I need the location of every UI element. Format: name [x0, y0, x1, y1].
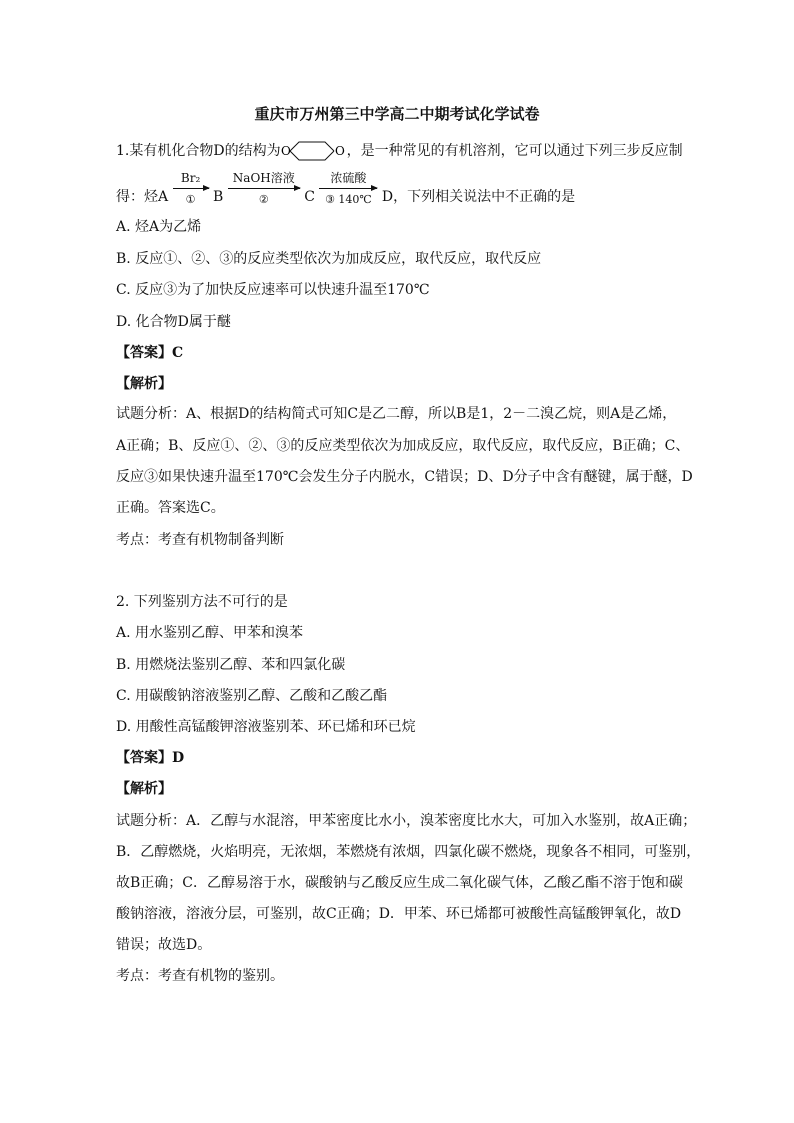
q2-stem: 2. 下列鉴别方法不可行的是	[116, 594, 288, 610]
q1-analysis-line-3: 反应③如果快速升温至170℃会发生分子内脱水，C错误；D、D分子中含有醚键，属于醚，D	[116, 469, 693, 485]
q1-option-a: A. 烃A为乙烯	[116, 219, 202, 235]
q2-option-c: C. 用碳酸钠溶液鉴别乙醇、乙酸和乙酸乙酯	[116, 688, 388, 704]
q1-reaction-scheme	[116, 172, 575, 206]
q1-analysis-line-1: 试题分析：A、根据D的结构简式可知C是乙二醇，所以B是1，2－二溴乙烷，则A是乙烯，	[116, 406, 677, 422]
arrow-2-reagent: NaOH溶液	[232, 171, 295, 185]
q1-analysis-line-2: A正确；B、反应①、②、③的反应类型依次为加成反应，取代反应，取代反应，B正确；C、	[116, 438, 690, 454]
q2-answer: 【答案】D	[116, 750, 185, 766]
q2-analysis-line-1: 试题分析：A．乙醇与水混溶，甲苯密度比水小，溴苯密度比水大，可加入水鉴别，故A正确；	[116, 813, 697, 829]
q1-analysis-heading: 【解析】	[116, 376, 172, 392]
arrow-3-reagent: 浓硫酸	[330, 171, 367, 185]
ring-atom-right: O	[334, 144, 345, 158]
q2-analysis-heading: 【解析】	[116, 781, 172, 797]
q2-option-b: B. 用燃烧法鉴别乙醇、苯和四氯化碳	[116, 657, 346, 673]
q1-option-d: D. 化合物D属于醚	[116, 314, 231, 330]
q1-stem-start: 1.某有机化合物D的结构为	[116, 143, 281, 159]
reaction-arrow-2	[228, 172, 300, 206]
ring-atom-left: O	[280, 144, 291, 158]
q1-answer: 【答案】C	[116, 345, 184, 361]
q2-option-d: D. 用酸性高锰酸钾溶液鉴别苯、环已烯和环已烷	[116, 719, 416, 735]
q2-analysis-line-2: B．乙醇燃烧，火焰明亮，无浓烟，苯燃烧有浓烟，四氯化碳不燃烧，现象各不相同，可鉴别，	[116, 844, 701, 860]
q1-stem	[116, 140, 683, 162]
q1-option-b: B. 反应①、②、③的反应类型依次为加成反应，取代反应，取代反应	[116, 251, 542, 267]
scheme-lead: 得：烃A	[116, 189, 169, 205]
arrow-2-step: ②	[258, 193, 269, 206]
q1-kaodian: 考点：考查有机物制备判断	[116, 532, 284, 548]
dioxane-structure-icon	[281, 140, 347, 162]
q2-kaodian: 考点：考查有机物的鉴别。	[116, 968, 284, 984]
q2-analysis-line-3: 故B正确；C．乙醇易溶于水，碳酸钠与乙酸反应生成二氧化碳气体，乙酸乙酯不溶于饱和碳	[116, 875, 683, 891]
reaction-arrow-3	[319, 172, 377, 206]
scheme-b: B	[213, 189, 224, 205]
q1-stem-end: ，是一种常见的有机溶剂，它可以通过下列三步反应制	[346, 143, 683, 159]
arrow-1-reagent: Br₂	[180, 171, 201, 185]
scheme-tail: D，下列相关说法中不正确的是	[381, 189, 576, 205]
q1-analysis-line-4: 正确。答案选C。	[116, 500, 225, 516]
page-title: 重庆市万州第三中学高二中期考试化学试卷	[254, 105, 540, 123]
arrow-1-step: ①	[185, 193, 196, 206]
reaction-arrow-1	[173, 172, 209, 206]
q2-option-a: A. 用水鉴别乙醇、甲苯和溴苯	[116, 625, 304, 641]
q2-analysis-line-4: 酸钠溶液，溶液分层，可鉴别，故C正确；D．甲苯、环已烯都可被酸性高锰酸钾氧化，故D	[116, 906, 682, 922]
q2-analysis-line-5: 错误；故选D。	[116, 937, 212, 953]
scheme-c: C	[304, 189, 315, 205]
arrow-3-step: ③ 140℃	[325, 193, 372, 206]
q1-option-c: C. 反应③为了加快反应速率可以快速升温至170℃	[116, 282, 430, 298]
